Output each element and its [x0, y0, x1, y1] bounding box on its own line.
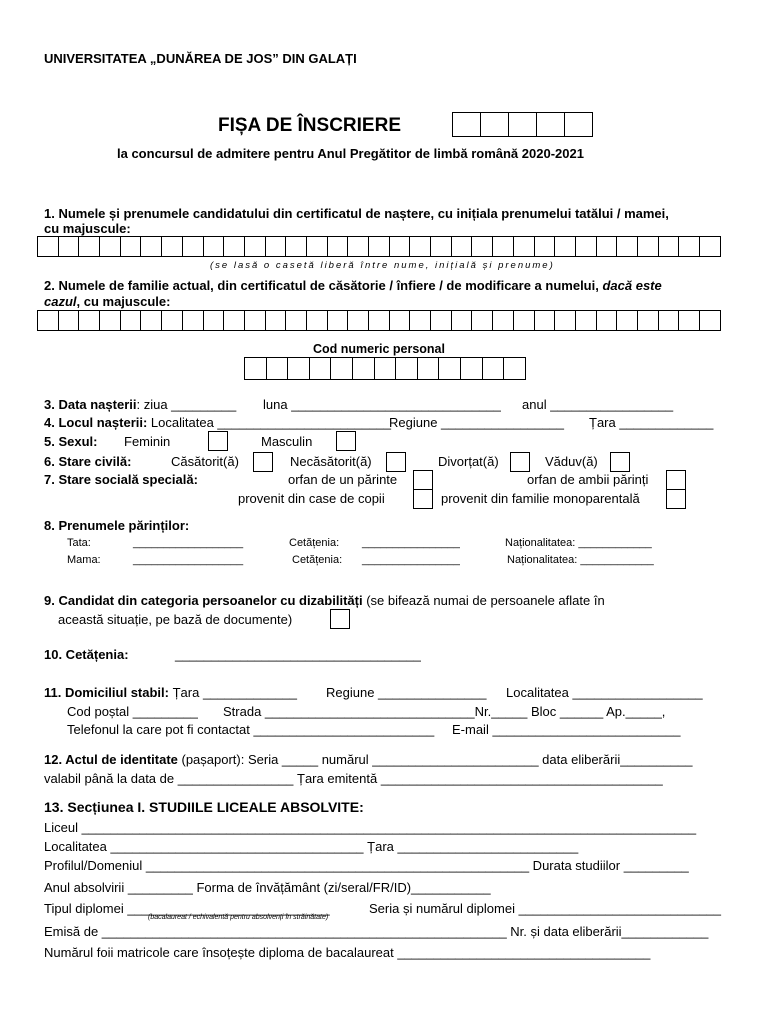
s1-hint: (se lasă o casetă liberă între nume, inițială și prenume) [210, 260, 555, 271]
divortat-checkbox[interactable] [510, 452, 530, 472]
s3-ziua: 3. Data nașterii: ziua _________ [44, 397, 237, 412]
letter-box[interactable] [596, 236, 618, 257]
letter-box[interactable] [347, 310, 369, 331]
letter-box[interactable] [451, 236, 473, 257]
letter-box[interactable] [471, 310, 493, 331]
letter-box[interactable] [575, 310, 597, 331]
s8-tata-label: Tata: [67, 537, 91, 549]
letter-box[interactable] [37, 310, 59, 331]
letter-box[interactable] [430, 236, 452, 257]
letter-box[interactable] [182, 236, 204, 257]
letter-box[interactable] [492, 310, 514, 331]
s13-heading: 13. Secțiunea I. STUDIILE LICEALE ABSOLVITE: [44, 799, 364, 815]
s5-feminin-label: Feminin [124, 434, 171, 449]
s7-monoparentala-label: provenit din familie monoparentală [441, 491, 640, 506]
cnp-boxes[interactable] [245, 357, 526, 380]
letter-box[interactable] [99, 236, 121, 257]
letter-box[interactable] [140, 310, 162, 331]
letter-box[interactable] [503, 357, 526, 380]
dizabilitati-checkbox[interactable] [330, 609, 350, 629]
s13-foi: Numărul foii matricole care însoțește diploma de bacalaureat ___________________________________ [44, 945, 651, 960]
letter-box[interactable] [513, 236, 535, 257]
s1-name-boxes[interactable] [38, 236, 721, 257]
letter-box[interactable] [99, 310, 121, 331]
letter-box[interactable] [327, 236, 349, 257]
s7-orfan-unul-label: orfan de un părinte [288, 472, 398, 487]
letter-box[interactable] [140, 236, 162, 257]
letter-box[interactable] [78, 310, 100, 331]
letter-box[interactable] [330, 357, 353, 380]
s11-localitatea: Localitatea __________________ [506, 685, 703, 700]
s7-orfan-ambii-label: orfan de ambii părinți [527, 472, 649, 487]
letter-box[interactable] [306, 236, 328, 257]
s11-telefon: Telefonul la care pot fi contactat _________________________ [67, 722, 435, 737]
s5-label: 5. Sexul: [44, 434, 98, 449]
s11-tara: 11. Domiciliul stabil: Țara _____________ [44, 685, 297, 700]
feminin-checkbox[interactable] [208, 431, 228, 451]
s9-text-b: această situație, pe bază de documente) [58, 612, 293, 627]
s10-label: 10. Cetățenia: [44, 647, 129, 662]
letter-box[interactable] [554, 310, 576, 331]
s8-mama-cetatenia: Cetățenia: [292, 554, 343, 566]
s8-tata-cetatenia-line[interactable]: ________________ [362, 537, 460, 549]
s8-mama-label: Mama: [67, 554, 101, 566]
letter-box[interactable] [244, 357, 267, 380]
cnp-label: Cod numeric personal [313, 342, 445, 356]
s5-masculin-label: Masculin [261, 434, 313, 449]
letter-box[interactable] [554, 236, 576, 257]
s13-tipul: Tipul diplomei ____________________________ [44, 901, 330, 916]
s8-tata-cetatenia: Cetățenia: [289, 537, 340, 549]
letter-box[interactable] [37, 236, 59, 257]
s9-label: 9. Candidat din categoria persoanelor cu dizabilități (se bifează numai de persoanele aflate în [44, 593, 605, 608]
monoparentala-checkbox[interactable] [666, 489, 686, 509]
letter-box[interactable] [161, 310, 183, 331]
letter-box[interactable] [327, 310, 349, 331]
letter-box[interactable] [285, 310, 307, 331]
s6-casatorit-label: Căsătorit(ă) [171, 454, 239, 469]
letter-box[interactable] [389, 310, 411, 331]
s8-mama-cetatenia-line[interactable]: ________________ [362, 554, 460, 566]
letter-box[interactable] [182, 310, 204, 331]
s1-label: 1. Numele și prenumele candidatului din certificatul de naștere, cu inițiala prenumelui tatălui / mamei, [44, 206, 669, 221]
letter-box[interactable] [438, 357, 461, 380]
letter-box[interactable] [471, 236, 493, 257]
s4-regiune: Regiune _________________ [389, 415, 564, 430]
letter-box[interactable] [203, 310, 225, 331]
s6-label: 6. Stare civilă: [44, 454, 132, 469]
s10-line[interactable]: __________________________________ [175, 647, 421, 662]
form-subtitle: la concursul de admitere pentru Anul Pregătitor de limbă română 2020-2021 [117, 146, 584, 161]
s13-profilul: Profilul/Domeniul _____________________________________________________ Durata studiilor _________ [44, 858, 689, 873]
letter-box[interactable] [534, 236, 556, 257]
s8-mama-line[interactable]: __________________ [133, 554, 244, 566]
letter-box[interactable] [409, 310, 431, 331]
letter-box[interactable] [616, 236, 638, 257]
s11-email: E-mail __________________________ [452, 722, 681, 737]
orfan-unul-checkbox[interactable] [413, 470, 433, 490]
s13-liceul: Liceul _____________________________________________________________________________________ [44, 820, 697, 835]
case-copii-checkbox[interactable] [413, 489, 433, 509]
letter-box[interactable] [78, 236, 100, 257]
s12-line-b: valabil până la data de ________________ Țara emitentă _______________________________________ [44, 771, 663, 786]
letter-box[interactable] [223, 236, 245, 257]
letter-box[interactable] [678, 236, 700, 257]
letter-box[interactable] [266, 357, 289, 380]
letter-box[interactable] [699, 310, 721, 331]
casatorit-checkbox[interactable] [253, 452, 273, 472]
s11-strada: Strada _____________________________Nr._____ Bloc ______ Ap._____, [223, 704, 666, 719]
s11-cod: Cod poștal _________ [67, 704, 198, 719]
s4-tara: Țara _____________ [589, 415, 714, 430]
letter-box[interactable] [658, 310, 680, 331]
letter-box[interactable] [575, 236, 597, 257]
s13-emisa: Emisă de ________________________________________________________ Nr. și data eliberării____________ [44, 924, 709, 939]
s1-label-b: cu majuscule: [44, 221, 131, 236]
registration-number-boxes[interactable] [453, 112, 593, 137]
s8-mama-nationalitate: Naționalitatea: ____________ [507, 554, 654, 566]
letter-box[interactable] [161, 236, 183, 257]
letter-box[interactable] [352, 357, 375, 380]
letter-box[interactable] [223, 310, 245, 331]
letter-box[interactable] [409, 236, 431, 257]
letter-box[interactable] [699, 236, 721, 257]
s2-label-b: cazul, cu majuscule: [44, 294, 171, 309]
s6-necasatorit-label: Necăsătorit(ă) [290, 454, 372, 469]
s11-regiune: Regiune _______________ [326, 685, 487, 700]
letter-box[interactable] [637, 236, 659, 257]
s4-localitatea: 4. Locul nașterii: Localitatea ________________________ [44, 415, 391, 430]
letter-box[interactable] [203, 236, 225, 257]
s8-tata-line[interactable]: __________________ [133, 537, 244, 549]
letter-box[interactable] [658, 236, 680, 257]
letter-box[interactable] [265, 310, 287, 331]
letter-box[interactable] [430, 310, 452, 331]
letter-box[interactable] [389, 236, 411, 257]
letter-box[interactable] [58, 310, 80, 331]
s13-seria: Seria și numărul diplomei ____________________________ [369, 901, 722, 916]
s7-label: 7. Stare socială specială: [44, 472, 198, 487]
letter-box[interactable] [309, 357, 332, 380]
letter-box[interactable] [347, 236, 369, 257]
s3-anul: anul _________________ [522, 397, 674, 412]
s6-vaduv-label: Văduv(ă) [545, 454, 598, 469]
s8-label: 8. Prenumele părinților: [44, 518, 190, 533]
s13-tipul-hint: (bacalaureat / echivalentă pentru absolvenți în străinătate) [148, 914, 329, 921]
form-title: FIȘA DE ÎNSCRIERE [218, 115, 401, 136]
letter-box[interactable] [120, 310, 142, 331]
letter-box[interactable] [417, 357, 440, 380]
necasatorit-checkbox[interactable] [386, 452, 406, 472]
vaduv-checkbox[interactable] [610, 452, 630, 472]
letter-box[interactable] [492, 236, 514, 257]
letter-box[interactable] [58, 236, 80, 257]
letter-box[interactable] [287, 357, 310, 380]
letter-box[interactable] [368, 310, 390, 331]
letter-box[interactable] [460, 357, 483, 380]
letter-box[interactable] [265, 236, 287, 257]
s7-case-copii-label: provenit din case de copii [238, 491, 385, 506]
s2-label: 2. Numele de familie actual, din certificatul de căsătorie / înfiere / de modificare a numelui, dacă este [44, 278, 662, 293]
letter-box[interactable] [395, 357, 418, 380]
letter-box[interactable] [368, 236, 390, 257]
letter-box[interactable] [244, 236, 266, 257]
s6-divortat-label: Divorțat(ă) [438, 454, 499, 469]
letter-box[interactable] [120, 236, 142, 257]
letter-box[interactable] [451, 310, 473, 331]
letter-box[interactable] [637, 310, 659, 331]
letter-box[interactable] [482, 357, 505, 380]
letter-box[interactable] [374, 357, 397, 380]
s2-name-boxes[interactable] [38, 310, 721, 331]
letter-box[interactable] [616, 310, 638, 331]
letter-box[interactable] [285, 236, 307, 257]
masculin-checkbox[interactable] [336, 431, 356, 451]
s3-luna: luna _____________________________ [263, 397, 501, 412]
orfan-ambii-checkbox[interactable] [666, 470, 686, 490]
s8-tata-nationalitate: Naționalitatea: ____________ [505, 537, 652, 549]
letter-box[interactable] [678, 310, 700, 331]
s12-line-a: 12. Actul de identitate (pașaport): Seria _____ numărul _______________________ data eliberării__________ [44, 752, 693, 767]
s13-localitatea: Localitatea ___________________________________ Țara _________________________ [44, 839, 579, 854]
letter-box[interactable] [596, 310, 618, 331]
letter-box[interactable] [534, 310, 556, 331]
letter-box[interactable] [306, 310, 328, 331]
university-name: UNIVERSITATEA „DUNĂREA DE JOS” DIN GALAȚI [44, 51, 357, 66]
letter-box[interactable] [244, 310, 266, 331]
letter-box[interactable] [513, 310, 535, 331]
s13-anul: Anul absolvirii _________ Forma de învățământ (zi/seral/FR/ID)___________ [44, 880, 491, 895]
